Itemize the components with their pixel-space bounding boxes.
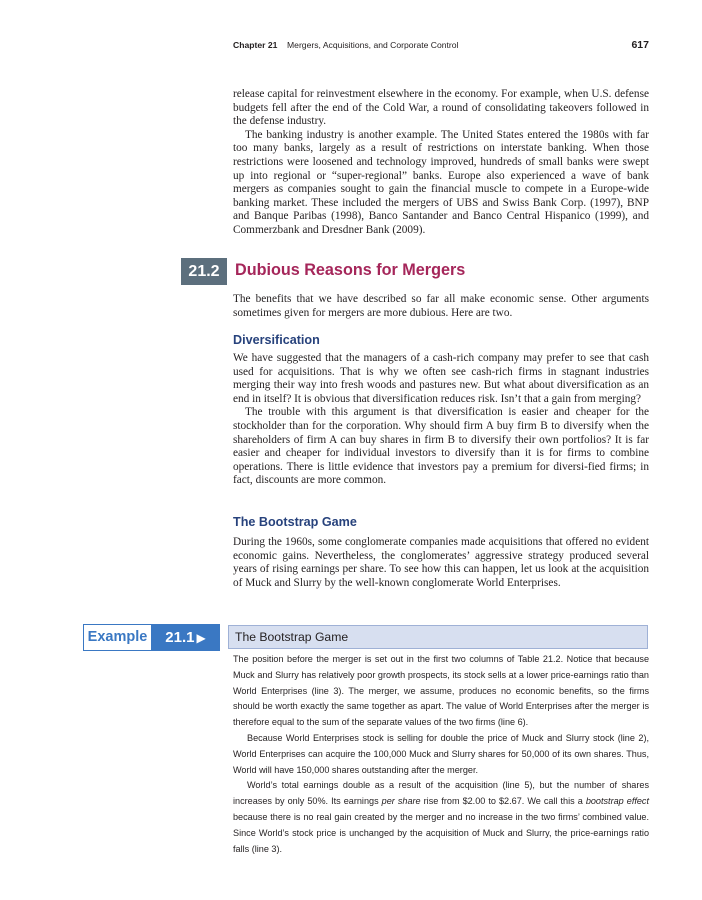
chapter-title: Mergers, Acquisitions, and Corporate Control: [287, 40, 459, 50]
intro-text: [233, 88, 649, 238]
example-paragraph-3: [233, 778, 649, 857]
emphasis-bootstrap-effect: bootstrap effect: [585, 796, 650, 807]
example-title: The Bootstrap Game: [228, 625, 648, 649]
example-number-badge: [151, 624, 220, 651]
diversification-heading: Diversification: [233, 333, 320, 347]
diversification-paragraph-2: The trouble with this argument is that diversification is easier and cheaper for the stockholder than for the corporation. Why should firm A buy firm B to diversify when the shareholders of firm A can buy shares in firm B to diversify their own portfolios? It is far easier and cheaper for individual investors to diversify than it is for firms to combine operations. There is little evidence that investors pay a premium for diversi-fied firms; in fact, discounts are more common.: [233, 406, 649, 487]
diversification-text: [233, 352, 649, 488]
intro-paragraph-1: release capital for reinvestment elsewhere in the economy. For example, when U.S. defense budgets fell after the end of the Cold War, a round of consolidating takeovers followed in the defense industry.: [233, 88, 649, 128]
example-paragraph-1: The position before the merger is set out in the first two columns of Table 21.2. Notice that because Muck and Slurry has relatively poor growth prospects, its stock sells at a lower price-earnings ratio than World Enterprises (line 3). The merger, we assume, produces no economic benefits, so the firms should be worth exactly the same together as apart. The value of World Enterprises after the merger is therefore equal to the sum of the separate values of the two firms (line 6).: [233, 654, 649, 728]
example-number: 21.1: [165, 629, 195, 646]
example-paragraph-2: Because World Enterprises stock is selling for double the price of Muck and Slurry stock (line 2), World Enterprises can acquire the 100,000 Muck and Slurry shares for 50,000 of its own shares. Thus, World will have 150,000 shares outstanding after the merger.: [233, 732, 649, 775]
section-intro: [233, 293, 649, 320]
intro-paragraph-2: The banking industry is another example. The United States entered the 1980s with far too many banks, largely as a result of restrictions on interstate banking. When those restrictions were loosened and technology improved, hundreds of small banks were swept up into regional or “super-regional” banks. Europe also experienced a wave of bank mergers as companies sought to gain the financial muscle to compete in a Europe-wide banking market. These included the mergers of UBS and Swiss Bank Corp. (1997), BNP and Banque Paribas (1998), Banco Santander and Banco Central Hispanico (1999), and Commerzbank and Dresdner Bank (2009).: [233, 128, 649, 236]
chapter-label: Chapter 21: [233, 40, 278, 50]
emphasis-per-share: per share: [381, 796, 421, 807]
example-label: Example: [83, 624, 151, 651]
bootstrap-paragraph-1: During the 1960s, some conglomerate companies made acquisitions that offered no evident economic gains. Nevertheless, the conglomerates’ aggressive strategy produced several years of rising earnings per share. To see how this can happen, let us look at the acquisition of Muck and Slurry by the well-known conglomerate World Enterprises.: [233, 536, 649, 589]
example-paragraph-3-part-b: rise from $2.00 to $2.67. We call this a: [420, 796, 586, 807]
example-arrow-icon: ▶: [196, 631, 206, 645]
example-paragraph-3-part-c: because there is no real gain created by the merger and no increase in the two firms’ combined value. Since World’s stock price is unchanged by the acquisition of Muck and Slurry, the price-earnings ratio falls (line 3).: [233, 811, 649, 854]
bootstrap-heading: The Bootstrap Game: [233, 515, 357, 529]
section-number-badge: 21.2: [181, 258, 227, 285]
example-paragraph-3-part-a: World’s total earnings double as a result of the acquisition (line 5), but the number of shares increases by only 50%. Its earnings: [233, 780, 649, 807]
page-number: 617: [631, 39, 649, 51]
bootstrap-text: [233, 536, 649, 590]
section-title: Dubious Reasons for Mergers: [235, 261, 466, 279]
example-text: [233, 652, 649, 857]
diversification-paragraph-1: We have suggested that the managers of a cash-rich company may prefer to see that cash used for acquisitions. That is why we often see cash-rich firms in stagnant industries merging their way into fresh woods and pastures new. But what about diversification as an end in itself? It is obvious that diversification reduces risk. Isn’t that a gain from merging?: [233, 352, 649, 405]
section-intro-paragraph: The benefits that we have described so far all make economic sense. Other arguments sometimes given for mergers are more dubious. Here are two.: [233, 293, 649, 319]
running-header: [233, 39, 649, 53]
